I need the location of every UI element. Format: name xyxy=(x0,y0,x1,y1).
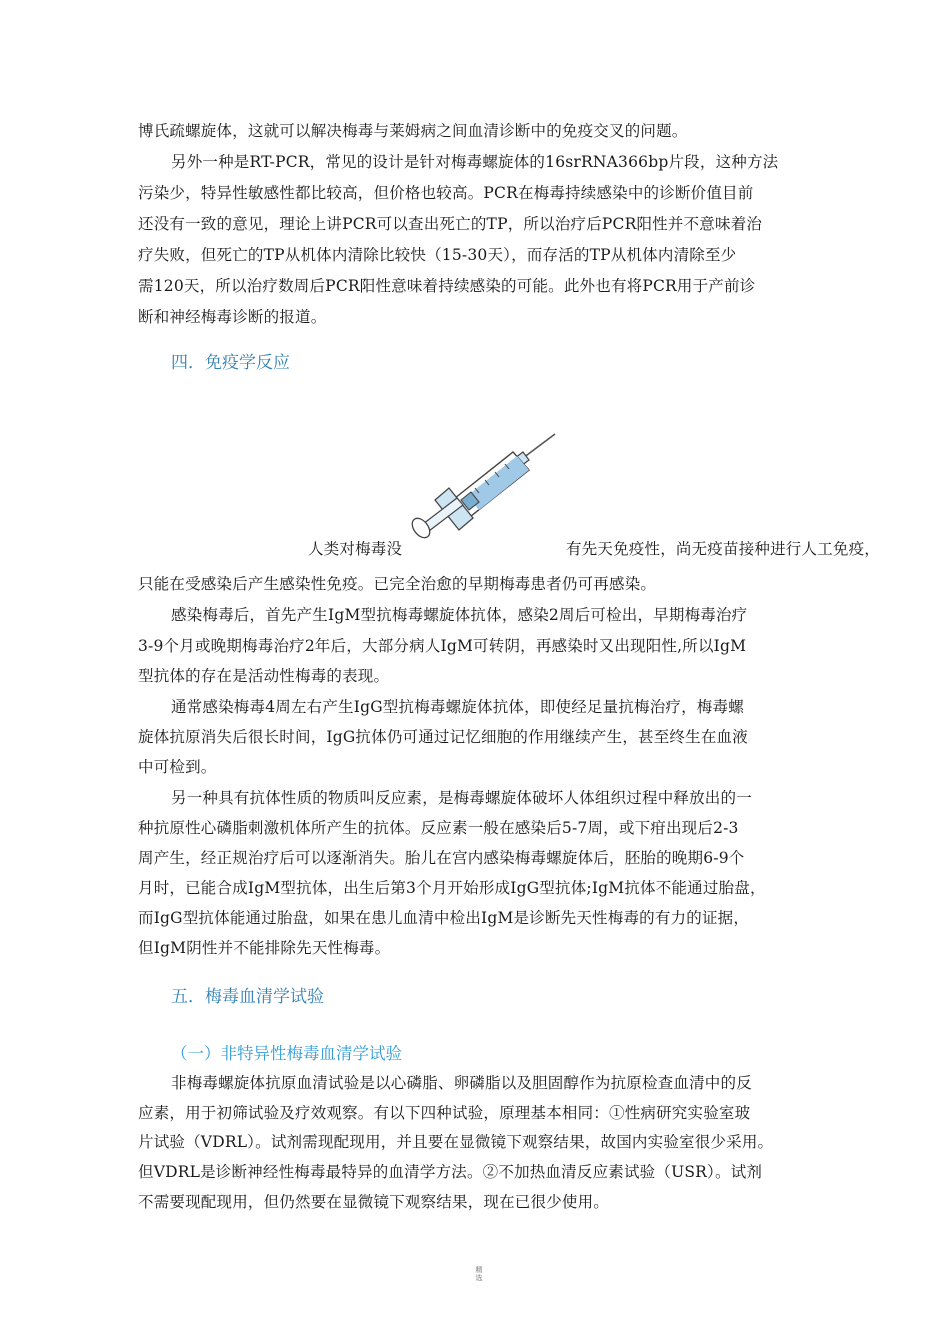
paragraph-line: 周产生，经正规治疗后可以逐渐消失。胎儿在宫内感染梅毒螺旋体后，胚胎的晚期6-9个 xyxy=(138,849,745,867)
section-heading-serology: 五．梅毒血清学试验 xyxy=(171,987,324,1007)
paragraph-line: 需120天，所以治疗数周后PCR阳性意味着持续感染的可能。此外也有将PCR用于产前诊 xyxy=(138,277,756,295)
subsection-heading-nonspecific: （一）非特异性梅毒血清学试验 xyxy=(171,1044,402,1063)
paragraph-line: 但VDRL是诊断神经性梅毒最特异的血清学方法。②不加热血清反应素试验（USR）。试剂 xyxy=(138,1163,763,1181)
paragraph-line: 但IgM阴性并不能排除先天性梅毒。 xyxy=(138,939,391,957)
section-heading-immunology: 四．免疫学反应 xyxy=(171,353,290,373)
paragraph-line: 片试验（VDRL）。试剂需现配现用，并且要在显微镜下观察结果，故国内实验室很少采用。 xyxy=(138,1133,774,1151)
paragraph-line: 型抗体的存在是活动性梅毒的表现。 xyxy=(138,667,390,685)
paragraph-line: 疗失败，但死亡的TP从机体内清除比较快（15-30天），而存活的TP从机体内清除至少 xyxy=(138,246,737,264)
paragraph-line: 而IgG型抗体能通过胎盘，如果在患儿血清中检出IgM是诊断先天性梅毒的有力的证据， xyxy=(138,909,750,927)
paragraph-line: 通常感染梅毒4周左右产生IgG型抗梅毒螺旋体抗体，即使经足量抗梅治疗，梅毒螺 xyxy=(171,698,744,716)
page-footer-label: 精选 xyxy=(475,1266,483,1282)
paragraph-line: 博氏疏螺旋体，这就可以解决梅毒与莱姆病之间血清诊断中的免疫交叉的问题。 xyxy=(138,122,688,140)
paragraph-line: 旋体抗原消失后很长时间，IgG抗体仍可通过记忆细胞的作用继续产生，甚至终生在血液 xyxy=(138,728,748,746)
paragraph-line: 3-9个月或晚期梅毒治疗2年后，大部分病人IgM可转阴，再感染时又出现阳性,所以IgM xyxy=(138,637,747,655)
syringe-icon xyxy=(405,428,565,543)
paragraph-line: 非梅毒螺旋体抗原血清试验是以心磷脂、卵磷脂以及胆固醇作为抗原检查血清中的反 xyxy=(171,1074,752,1092)
paragraph-line: 种抗原性心磷脂刺激机体所产生的抗体。反应素一般在感染后5-7周，或下疳出现后2-3 xyxy=(138,819,739,837)
paragraph-line: 不需要现配现用，但仍然要在显微镜下观察结果，现在已很少使用。 xyxy=(138,1193,610,1211)
paragraph-line: 只能在受感染后产生感染性免疫。已完全治愈的早期梅毒患者仍可再感染。 xyxy=(138,575,657,593)
paragraph-line: 污染少，特异性敏感性都比较高，但价格也较高。PCR在梅毒持续感染中的诊断价值目前 xyxy=(138,184,754,202)
paragraph-line: 另一种具有抗体性质的物质叫反应素，是梅毒螺旋体破坏人体组织过程中释放出的一 xyxy=(171,789,752,807)
paragraph-line: 断和神经梅毒诊断的报道。 xyxy=(138,308,327,326)
paragraph-line: 感染梅毒后，首先产生IgM型抗梅毒螺旋体抗体，感染2周后可检出，早期梅毒治疗 xyxy=(171,606,748,624)
paragraph-line: 月时，已能合成IgM型抗体，出生后第3个月开始形成IgG型抗体;IgM抗体不能通过胎盘， xyxy=(138,879,766,897)
paragraph-line: 另外一种是RT-PCR，常见的设计是针对梅毒螺旋体的16srRNA366bp片段，这种方法 xyxy=(171,153,779,171)
paragraph-line: 中可检到。 xyxy=(138,758,217,776)
paragraph-line: 还没有一致的意见，理论上讲PCR可以查出死亡的TP，所以治疗后PCR阳性并不意味着治 xyxy=(138,215,763,233)
paragraph-line: 应素，用于初筛试验及疗效观察。有以下四种试验，原理基本相同：①性病研究实验室玻 xyxy=(138,1104,751,1122)
paragraph-line: 人类对梅毒没 xyxy=(308,540,403,558)
paragraph-line: 有先天免疫性，尚无疫苗接种进行人工免疫， xyxy=(566,540,881,558)
